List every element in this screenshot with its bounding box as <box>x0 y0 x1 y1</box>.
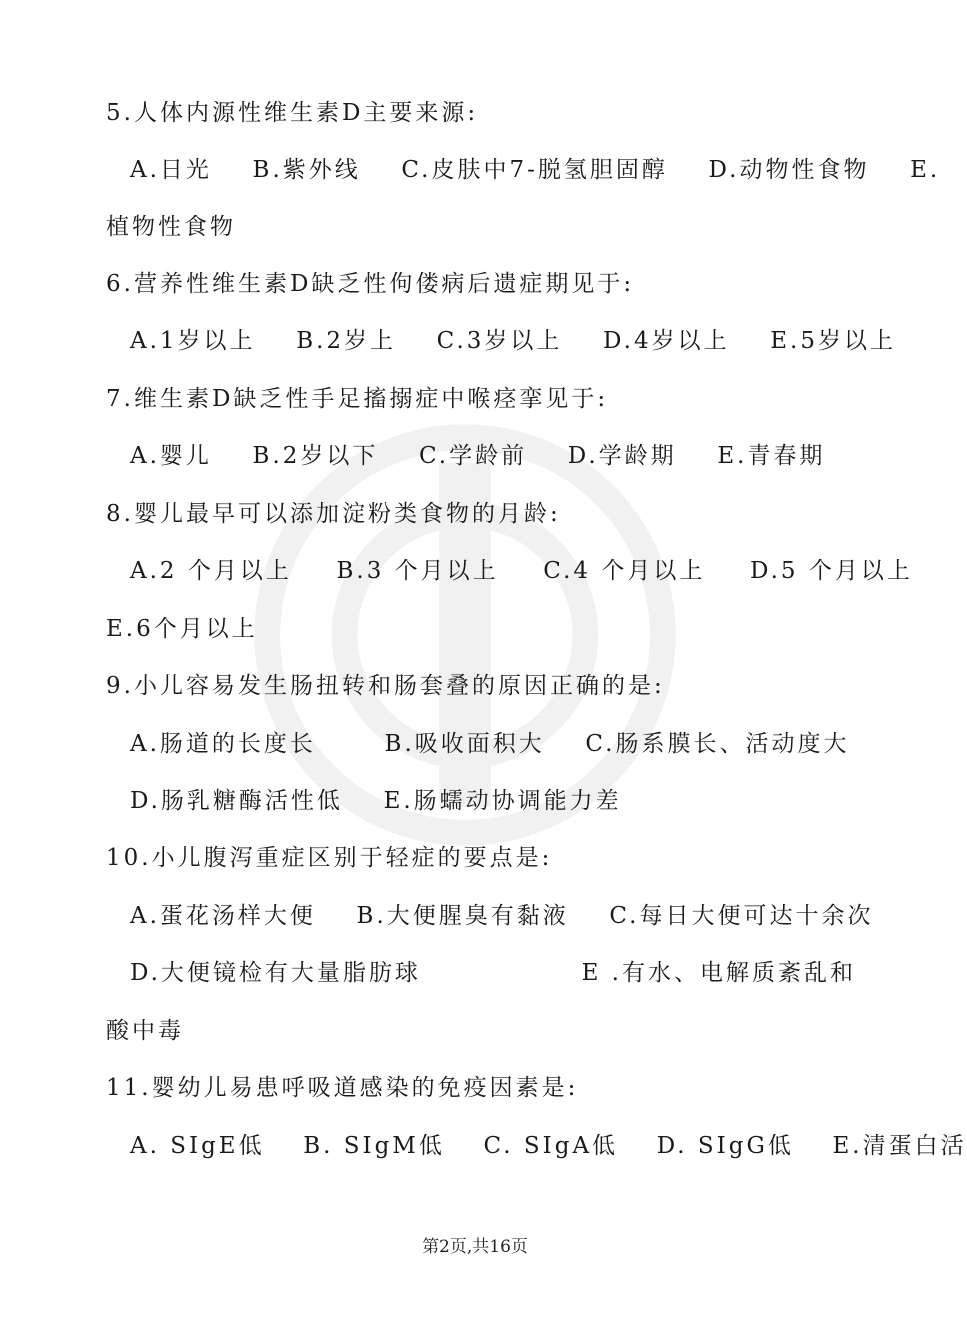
question-8-continuation: E.6个月以上 <box>106 616 258 642</box>
question-5-stem: 5.人体内源性维生素D主要来源: <box>106 100 479 126</box>
option-b: B.吸收面积大 <box>384 731 545 757</box>
option-d: D.学龄期 <box>567 443 677 469</box>
question-9-stem: 9.小儿容易发生肠扭转和肠套叠的原因正确的是: <box>106 673 665 699</box>
question-10-continuation: 酸中毒 <box>106 1018 184 1044</box>
question-8-stem: 8.婴儿最早可以添加淀粉类食物的月龄: <box>106 501 561 527</box>
option-a: A.婴儿 <box>130 443 212 469</box>
question-7-options <box>130 441 825 471</box>
question-6-options <box>130 326 896 356</box>
question-9-options-row2 <box>130 786 622 816</box>
question-5-continuation: 植物性食物 <box>106 214 236 240</box>
option-b: B.3 个月以上 <box>336 558 499 584</box>
option-b: B.2岁上 <box>296 328 397 354</box>
option-a: A.1岁以上 <box>130 328 256 354</box>
option-d: D.4岁以上 <box>603 328 730 354</box>
option-a: A.蛋花汤样大便 <box>130 903 316 929</box>
option-b: B. SIgM低 <box>303 1133 445 1159</box>
option-c: C.4 个月以上 <box>543 558 706 584</box>
question-6-stem: 6.营养性维生素D缺乏性佝偻病后遗症期见于: <box>106 271 635 297</box>
option-a: A.肠道的长度长 <box>130 731 316 757</box>
option-e: E.肠蠕动协调能力差 <box>383 788 622 814</box>
question-10-options-row2 <box>130 958 856 988</box>
option-e: E. <box>910 157 941 183</box>
option-e: E.清蛋白活 <box>832 1133 967 1159</box>
option-a: A.2 个月以上 <box>130 558 292 584</box>
question-11-stem: 11.婴幼儿易患呼吸道感染的免疫因素是: <box>106 1075 579 1101</box>
option-e: E .有水、电解质紊乱和 <box>581 960 856 986</box>
option-b: B.2岁以下 <box>252 443 379 469</box>
option-c: C.肠系膜长、活动度大 <box>585 731 850 757</box>
option-a: A. SIgE低 <box>130 1133 265 1159</box>
option-d: D.大便镜检有大量脂肪球 <box>130 960 421 986</box>
question-8-options <box>130 556 913 586</box>
page-footer: 第2页,共16页 <box>422 1237 528 1257</box>
option-c: C.皮肤中7-脱氢胆固醇 <box>401 157 668 183</box>
question-7-stem: 7.维生素D缺乏性手足搐搦症中喉痉挛见于: <box>106 386 609 412</box>
question-5-options <box>130 155 940 185</box>
option-d: D.5 个月以上 <box>749 558 913 584</box>
option-c: C.学龄前 <box>419 443 528 469</box>
option-e: E.5岁以上 <box>770 328 896 354</box>
question-11-options <box>130 1131 967 1161</box>
option-c: C. SIgA低 <box>483 1133 619 1159</box>
option-d: D. SIgG低 <box>656 1133 794 1159</box>
question-9-options <box>130 729 849 759</box>
option-b: B.大便腥臭有黏液 <box>356 903 569 929</box>
option-a: A.日光 <box>130 157 212 183</box>
option-e: E.青春期 <box>717 443 826 469</box>
question-10-stem: 10.小儿腹泻重症区别于轻症的要点是: <box>106 845 553 871</box>
option-d: D.动物性食物 <box>708 157 870 183</box>
option-c: C.每日大便可达十余次 <box>609 903 874 929</box>
option-b: B.紫外线 <box>252 157 361 183</box>
option-d: D.肠乳糖酶活性低 <box>130 788 343 814</box>
question-10-options <box>130 901 873 931</box>
option-c: C.3岁以上 <box>436 328 563 354</box>
